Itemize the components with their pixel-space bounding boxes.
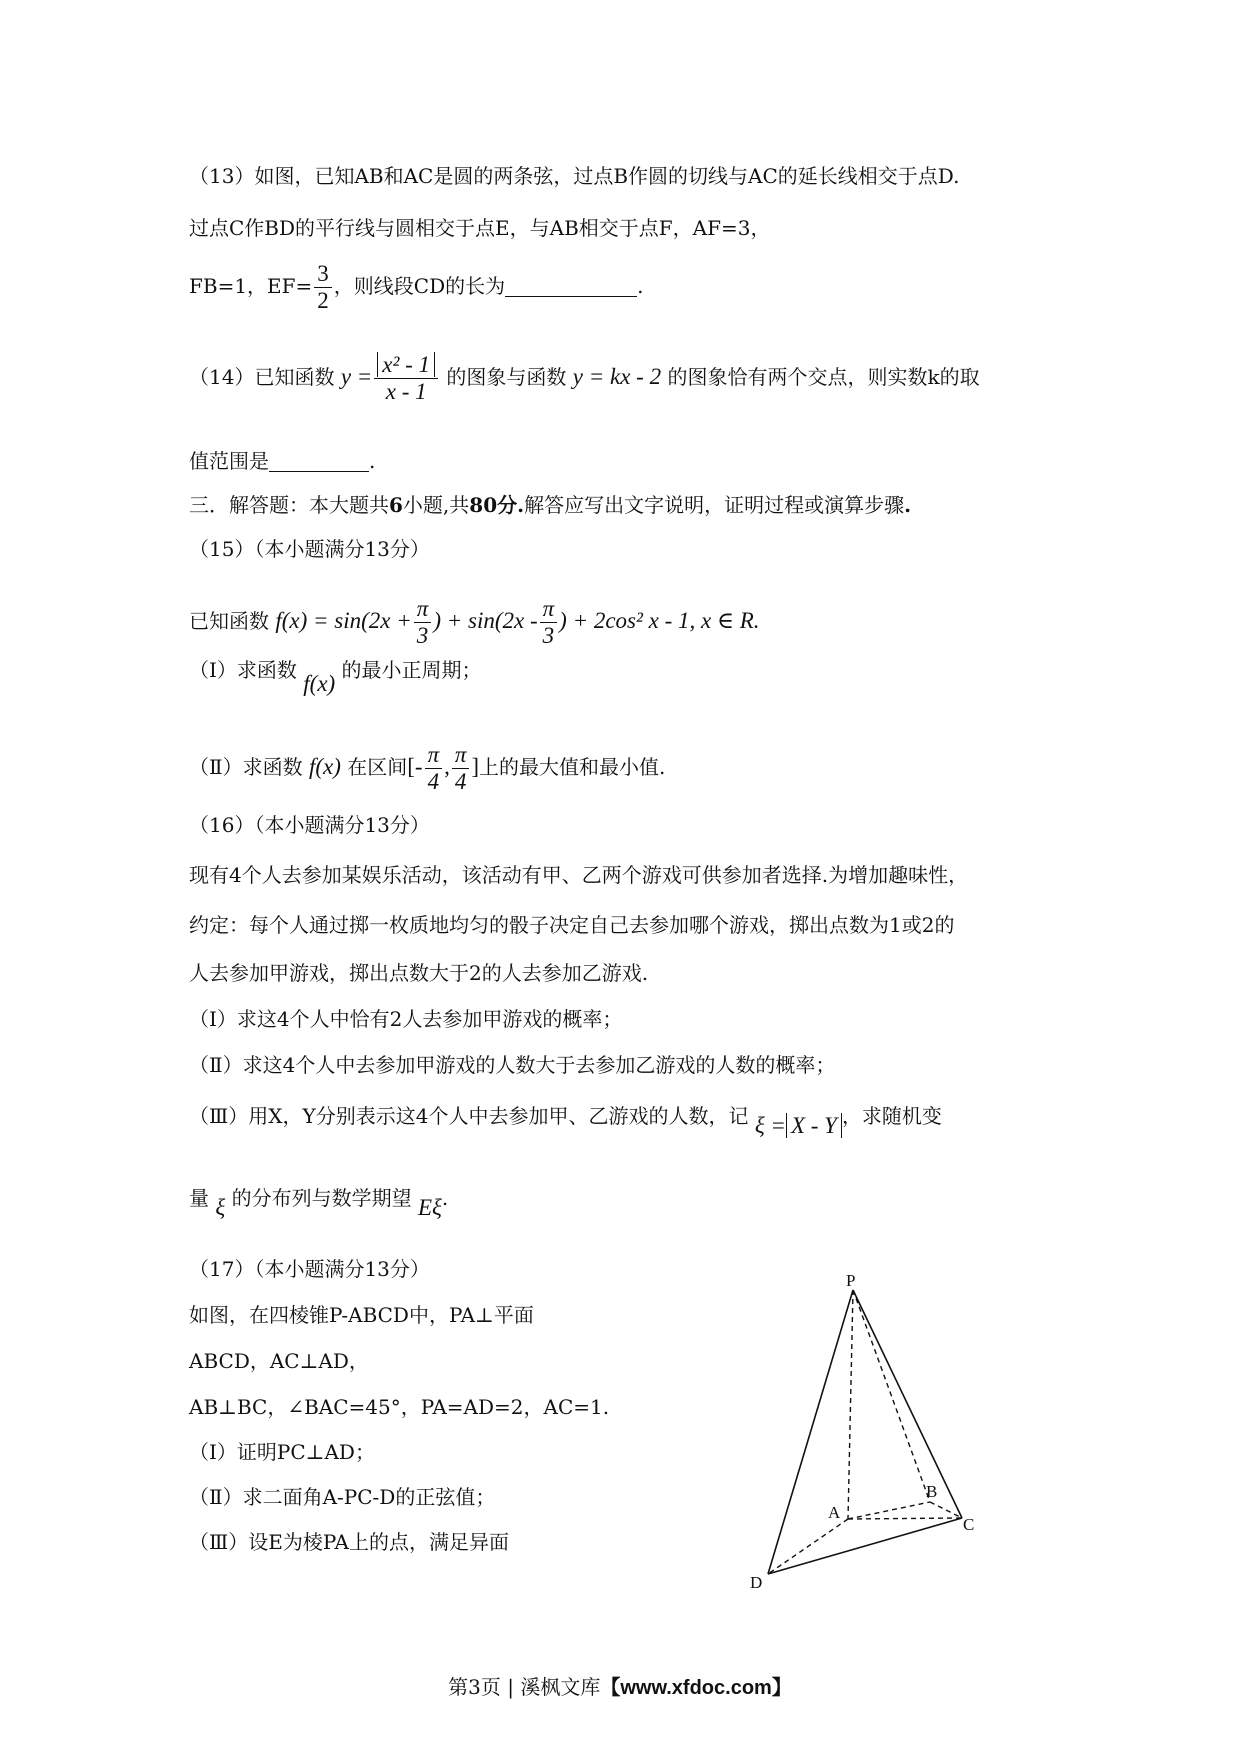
section-3-c: 分. bbox=[497, 493, 525, 517]
ef-numerator: 3 bbox=[314, 261, 332, 288]
q15-fx-c: ) + 2cos² x - 1, x ∈ R. bbox=[559, 608, 760, 633]
q13-fb-ef-text: FB=1，EF= bbox=[189, 274, 313, 298]
q16-part-3 bbox=[189, 1101, 942, 1138]
page-footer bbox=[0, 1672, 1240, 1703]
q17-part-3: （Ⅲ）设E为棱PA上的点，满足异面 bbox=[189, 1530, 509, 1554]
q17-text-1: 如图，在四棱锥P-ABCD中，PA⊥平面 bbox=[189, 1303, 534, 1327]
q16-text-2: 约定：每个人通过掷一枚质地均匀的骰子决定自己去参加哪个游戏，掷出点数为1或2的 bbox=[189, 913, 955, 937]
footer-page: 第3页 | 溪枫文库 bbox=[448, 1675, 601, 1699]
q16-l2-end: . bbox=[441, 1186, 449, 1210]
section-3-e: . bbox=[904, 493, 912, 517]
q17-text-3: AB⊥BC，∠BAC=45°，PA=AD=2，AC=1. bbox=[189, 1395, 610, 1419]
q15-p2-fx: f(x) bbox=[308, 754, 341, 779]
section-3-points: 80 bbox=[469, 493, 498, 517]
edge-pa bbox=[848, 1290, 853, 1519]
q16-text-3: 人去参加甲游戏，掷出点数大于2的人去参加乙游戏. bbox=[189, 961, 649, 985]
q15-pi-over-3-a bbox=[414, 596, 432, 649]
q14-post: 的图象恰有两个交点，则实数k的取 bbox=[667, 365, 980, 389]
q13-line-3 bbox=[189, 261, 644, 314]
q13-end: . bbox=[637, 274, 644, 298]
q14-end: . bbox=[369, 449, 376, 473]
q16-e-xi: Eξ bbox=[417, 1195, 442, 1220]
q15-pi-over-4-a bbox=[425, 742, 443, 795]
q14-abs: x² - 1 bbox=[377, 352, 435, 377]
q16-xi-def bbox=[755, 1113, 842, 1138]
q16-part-3-line-2 bbox=[189, 1183, 449, 1220]
q14-line-1 bbox=[189, 352, 980, 405]
edge-pc bbox=[853, 1290, 962, 1518]
q14-denominator: x - 1 bbox=[385, 379, 427, 404]
section-3-heading bbox=[189, 490, 911, 520]
ef-fraction bbox=[314, 261, 332, 314]
q15-bracket-left: [- bbox=[407, 754, 423, 779]
q16-p3-pre: （Ⅲ）用X，Y分别表示这4个人中去参加甲、乙游戏的人数，记 bbox=[189, 1104, 749, 1128]
q15-pi-over-3-b bbox=[540, 596, 558, 649]
q13-answer-blank bbox=[505, 274, 637, 297]
q15-p1-fx: f(x) bbox=[303, 671, 336, 696]
q14-numerator bbox=[374, 352, 438, 379]
label-b: B bbox=[926, 1482, 938, 1501]
edge-bc bbox=[930, 1502, 962, 1518]
q16-header: （16）（本小题满分13分） bbox=[189, 813, 430, 837]
edge-pb bbox=[853, 1290, 930, 1502]
label-c: C bbox=[963, 1515, 975, 1534]
q14-pre: （14）已知函数 bbox=[189, 365, 335, 389]
q14-range-text: 值范围是 bbox=[189, 449, 269, 473]
q15-comma: , bbox=[444, 754, 450, 779]
q14-line-function: y = kx - 2 bbox=[572, 364, 662, 389]
q14-answer-blank bbox=[269, 449, 369, 472]
label-a: A bbox=[828, 1503, 841, 1522]
section-3-d: 解答应写出文字说明，证明过程或演算步骤 bbox=[524, 493, 905, 517]
q16-text-1: 现有4个人去参加某娱乐活动，该活动有甲、乙两个游戏可供参加者选择.为增加趣味性， bbox=[189, 863, 969, 887]
footer-site-link[interactable]: 【www.xfdoc.com】 bbox=[600, 1677, 792, 1699]
q15-part-1 bbox=[189, 655, 482, 696]
label-p: P bbox=[846, 1271, 856, 1290]
section-3-b: 小题,共 bbox=[402, 493, 470, 517]
q15-part-2 bbox=[189, 742, 665, 795]
q15-header: （15）（本小题满分13分） bbox=[189, 537, 430, 561]
q15-three-b: 3 bbox=[542, 623, 555, 648]
q15-pi-a: π bbox=[414, 596, 432, 623]
q16-l2-mid: 的分布列与数学期望 bbox=[231, 1186, 412, 1210]
q14-y-equals: y = bbox=[340, 364, 373, 389]
q15-fx-b: ) + sin(2x - bbox=[433, 608, 538, 633]
edge-pd bbox=[768, 1290, 853, 1574]
q13-cd-text: ，则线段CD的长为 bbox=[333, 274, 506, 298]
q15-pi-b: π bbox=[540, 596, 558, 623]
q15-p2-post: 上的最大值和最小值. bbox=[479, 755, 666, 779]
q13-line-2: 过点C作BD的平行线与圆相交于点E，与AB相交于点F，AF=3， bbox=[189, 216, 771, 240]
edge-ad bbox=[768, 1519, 848, 1574]
q16-xi: ξ bbox=[215, 1195, 226, 1220]
q16-l2-pre: 量 bbox=[189, 1186, 209, 1210]
edge-ac bbox=[848, 1518, 962, 1519]
pyramid-figure bbox=[740, 1260, 990, 1610]
q16-xi-equals: ξ = bbox=[754, 1113, 786, 1138]
q15-function bbox=[189, 596, 760, 649]
q17-header: （17）（本小题满分13分） bbox=[189, 1257, 430, 1281]
q15-pi-over-4-b bbox=[452, 742, 470, 795]
q17-part-2: （Ⅱ）求二面角A-PC-D的正弦值； bbox=[189, 1485, 496, 1509]
q16-part-1: （Ⅰ）求这4个人中恰有2人去参加甲游戏的概率； bbox=[189, 1007, 623, 1031]
q15-p1-post: 的最小正周期； bbox=[341, 658, 482, 682]
q13-line-1: （13）如图，已知AB和AC是圆的两条弦，过点B作圆的切线与AC的延长线相交于点D. bbox=[189, 164, 960, 188]
q15-p2-mid: 在区间 bbox=[347, 755, 408, 779]
q14-fraction bbox=[374, 352, 438, 405]
q15-four-a: 4 bbox=[427, 769, 440, 794]
q15-p2-pre: （Ⅱ）求函数 bbox=[189, 755, 303, 779]
ef-denominator: 2 bbox=[317, 288, 329, 313]
q15-bracket-right: ] bbox=[471, 754, 480, 779]
q15-p1-pre: （Ⅰ）求函数 bbox=[189, 658, 297, 682]
label-d: D bbox=[750, 1573, 763, 1592]
q16-abs-x-minus-y: X - Y bbox=[786, 1113, 842, 1138]
section-3-a: 三．解答题：本大题共 bbox=[189, 493, 389, 517]
q16-part-2: （Ⅱ）求这4个人中去参加甲游戏的人数大于去参加乙游戏的人数的概率； bbox=[189, 1053, 836, 1077]
q15-intro: 已知函数 bbox=[189, 609, 269, 633]
q15-three-a: 3 bbox=[416, 623, 429, 648]
q15-fx-a: f(x) = sin(2x + bbox=[275, 608, 412, 633]
edge-dc bbox=[768, 1518, 962, 1574]
q14-mid: 的图象与函数 bbox=[446, 365, 567, 389]
q15-four-b: 4 bbox=[454, 769, 467, 794]
q17-text-2: ABCD，AC⊥AD， bbox=[189, 1349, 369, 1373]
edge-ab bbox=[848, 1502, 930, 1519]
q15-pi-d: π bbox=[452, 742, 470, 769]
q15-pi-c: π bbox=[425, 742, 443, 769]
q14-line-2 bbox=[189, 446, 375, 476]
q16-p3-post: ，求随机变 bbox=[841, 1104, 942, 1128]
section-3-count: 6 bbox=[389, 493, 403, 517]
q17-part-1: （Ⅰ）证明PC⊥AD； bbox=[189, 1440, 375, 1464]
